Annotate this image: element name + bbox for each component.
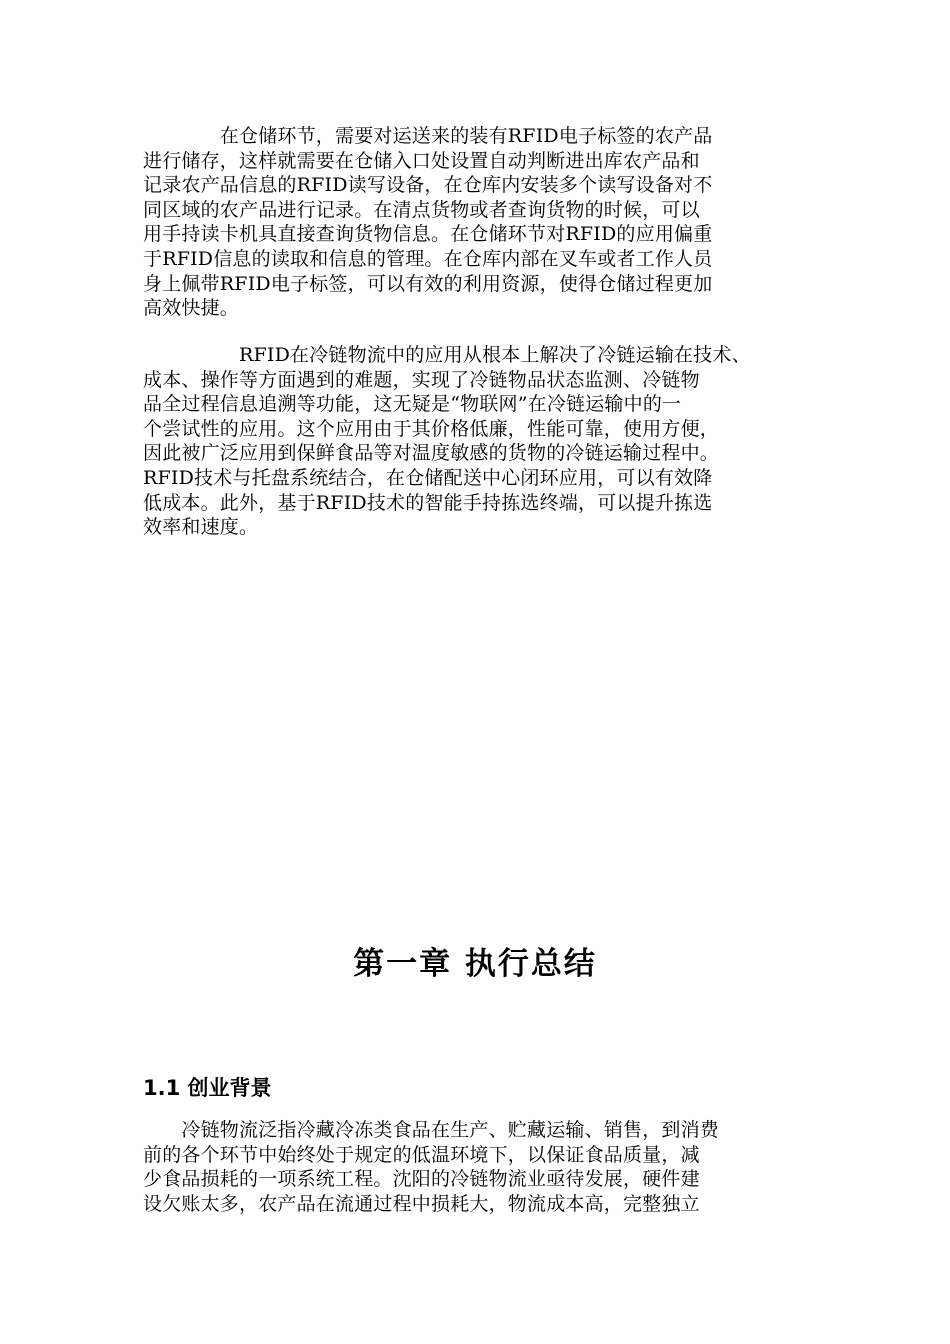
text-line: 在仓储环节，需要对运送来的装有RFID电子标签的农产品 [143,125,713,147]
text-line: 效率和速度。 [143,516,259,539]
text-line: 同区域的农产品进行记录。在清点货物或者查询货物的时候，可以 [143,198,700,221]
paragraph-rfid-warehousing [143,124,807,321]
text-line: 前的各个环节中始终处于规定的低温环境下，以保证食品质量，减 [143,1143,700,1166]
text-line: 冷链物流泛指冷藏冷冻类食品在生产、贮藏运输、销售，到消费 [143,1119,720,1141]
text-line: 高效快捷。 [143,297,240,320]
text-line: 成本、操作等方面遇到的难题，实现了冷链物品状态监测、冷链物 [143,368,700,391]
text-line: 于RFID信息的读取和信息的管理。在仓库内部在叉车或者工作人员 [143,247,713,270]
chapter-title: 第一章 执行总结 [353,946,597,982]
text-line: 少食品损耗的一项系统工程。沈阳的冷链物流业亟待发展，硬件建 [143,1168,700,1191]
paragraph-background [143,1118,807,1216]
text-line: RFID技术与托盘系统结合，在仓储配送中心闭环应用，可以有效降 [143,466,713,489]
text-line: 记录农产品信息的RFID读写设备，在仓库内安装多个读写设备对不 [143,174,713,197]
text-line: 个尝试性的应用。这个应用由于其价格低廉，性能可靠，使用方便， [143,417,720,440]
text-line: 用手持读卡机具直接查询货物信息。在仓储环节对RFID的应用偏重 [143,223,713,246]
text-line: RFID在冷链物流中的应用从根本上解决了冷链运输在技术、 [143,344,751,366]
text-line: 因此被广泛应用到保鲜食品等对温度敏感的货物的冷链运输过程中。 [143,442,720,465]
text-line: 进行储存，这样就需要在仓储入口处设置自动判断进出库农产品和 [143,149,700,172]
text-line: 品全过程信息追溯等功能，这无疑是“物联网”在冷链运输中的一 [143,393,682,416]
paragraph-rfid-cold-chain [143,343,807,540]
section-heading: 1.1 创业背景 [143,1076,272,1100]
text-line: 低成本。此外，基于RFID技术的智能手持拣选终端，可以提升拣选 [143,491,713,514]
text-line: 设欠账太多，农产品在流通过程中损耗大，物流成本高，完整独立 [143,1192,700,1215]
text-line: 身上佩带RFID电子标签，可以有效的利用资源，使得仓储过程更加 [143,272,713,295]
